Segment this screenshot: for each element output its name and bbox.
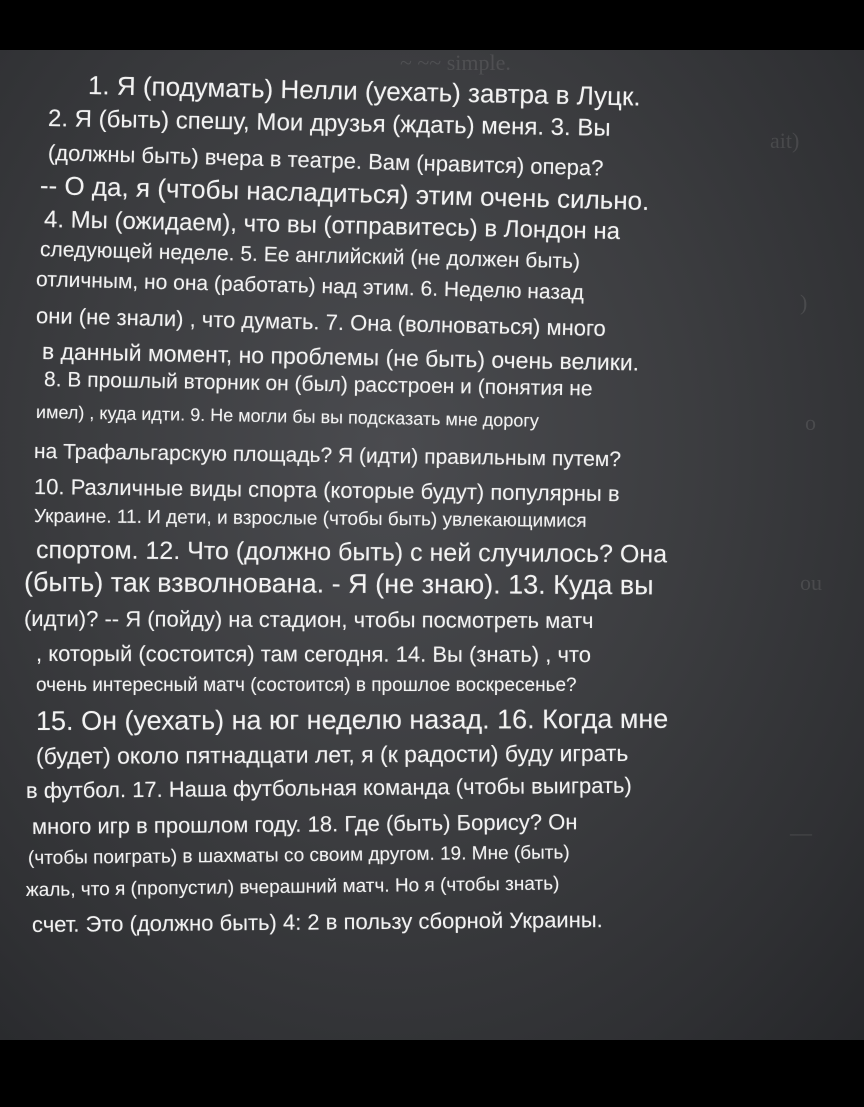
bleed-through-text: ~ ~~ simple. <box>400 50 511 75</box>
text-line: -- О да, я (чтобы насладиться) этим очень сильно. <box>39 170 650 216</box>
bleed-through-text: ) <box>800 290 808 315</box>
text-line: 10. Различные виды спорта (которые будут) популярны в <box>33 474 620 507</box>
text-line: жаль, что я (пропустил) вчерашний матч. Но я (чтобы знать) <box>25 873 560 901</box>
bleed-through-text: o <box>805 410 816 435</box>
text-line: 1. Я (подумать) Нелли (уехать) завтра в Луцк. <box>87 70 641 112</box>
text-line: Украине. 11. И дети, и взрослые (чтобы быть) увлекающимися <box>33 506 587 532</box>
text-line: имел) , куда идти. 9. Не могли бы вы подсказать мне дорогу <box>35 402 540 431</box>
text-line: спортом. 12. Что (должно быть) с ней случилось? Она <box>35 536 668 569</box>
text-line: в футбол. 17. Наша футбольная команда (чтобы выиграть) <box>25 772 632 803</box>
bleed-through-text: ou <box>800 570 822 595</box>
bleed-through-text: — <box>790 820 812 845</box>
text-line: 4. Мы (ожидаем), что вы (отправитесь) в Лондон на <box>43 206 621 246</box>
text-line: , который (состоится) там сегодня. 14. Вы (знать) , что <box>35 641 592 667</box>
text-line: счет. Это (должно быть) 4: 2 в пользу сборной Украины. <box>31 907 603 937</box>
text-line: очень интересный матч (состоится) в прошлое воскресенье? <box>36 675 577 696</box>
text-line: в данный момент, но проблемы (не быть) очень велики. <box>41 338 640 376</box>
text-line: (должны быть) вчера в театре. Вам (нравится) опера? <box>47 140 604 181</box>
text-line: они (не знали) , что думать. 7. Она (волноваться) много <box>35 303 607 341</box>
text-line: (быть) так взволнована. - Я (не знаю). 13. Куда вы <box>23 567 654 601</box>
text-line: 8. В прошлый вторник он (был) расстроен и (понятия не <box>43 368 593 401</box>
text-line: 2. Я (быть) спешу, Мои друзья (ждать) меня. 3. Вы <box>47 105 611 142</box>
text-line: (чтобы поиграть) в шахматы со своим другом. 19. Мне (быть) <box>27 842 570 869</box>
text-line: на Трафальгарскую площадь? Я (идти) правильным путем? <box>33 440 622 472</box>
text-line: много игр в прошлом году. 18. Где (быть) Борису? Он <box>31 809 578 839</box>
bleed-through-text: ait) <box>770 128 800 153</box>
text-line: (идти)? -- Я (пойду) на стадион, чтобы посмотреть матч <box>23 606 594 633</box>
text-line: следующей неделе. 5. Ее английский (не должен быть) <box>39 238 581 274</box>
text-line: 15. Он (уехать) на юг неделю назад. 16. Когда мне <box>35 703 669 736</box>
text-line: (будет) около пятнадцати лет, я (к радости) буду играть <box>35 739 629 769</box>
text-line: отличным, но она (работать) над этим. 6. Неделю назад <box>35 268 585 305</box>
